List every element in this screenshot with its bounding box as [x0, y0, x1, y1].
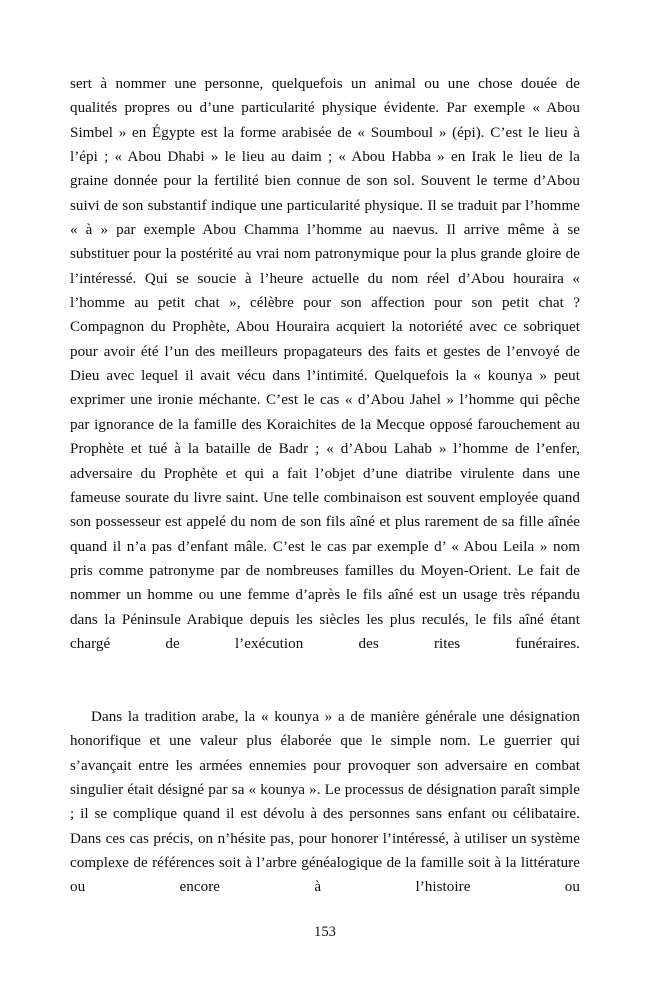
- body-paragraph: sert à nommer une personne, quelquefois un animal ou une chose douée de qualités propres ou d’une particularité physique évidente. Par exemple « Abou Simbel » en Égypte est la forme arabisée de « Soumboul » (épi). C’est le lieu à l’épi ; « Abou Dhabi » le lieu au daim ; « Abou Habba » en Irak le lieu de la graine donnée pour la fertilité bien connue de son sol. Souvent le terme d’Abou suivi de son substantif indique une particularité physique. Il se traduit par l’homme « à » par exemple Abou Chamma l’homme au naevus. Il arrive même à se substituer pour la postérité au vrai nom patronymique pour la plus grande gloire de l’intéressé. Qui se soucie à l’heure actuelle du nom réel d’Abou houraira « l’homme au petit chat », célèbre pour son affection pour son petit chat ? Compagnon du Prophète, Abou Houraira acquiert la notoriété avec ce sobriquet pour avoir été l’un des meilleurs propagateurs des faits et gestes de l’envoyé de Dieu avec lequel il avait vécu dans l’intimité. Quelquefois la « kounya » peut exprimer une ironie méchante. C’est le cas « d’Abou Jahel » l’homme qui pêche par ignorance de la famille des Koraichites de la Mecque opposé farouchement au Prophète et tué à la bataille de Badr ; « d’Abou Lahab » l’homme de l’enfer, adversaire du Prophète et qui a fait l’objet d’une diatribe virulente dans une fameuse sourate du livre saint. Une telle combinaison est souvent employée quand son possesseur est appelé du nom de son fils aîné et plus rarement de sa fille aînée quand il n’a pas d’enfant mâle. C’est le cas par exemple d’ « Abou Leila » nom pris comme patronyme par de nombreuses familles du Moyen-Orient. Le fait de nommer un homme ou une femme d’après le fils aîné est un usage très répandu dans la Péninsule Arabique depuis les siècles les plus reculés, le fils aîné étant chargé de l’exécution des rites funéraires.: [70, 76, 580, 652]
- page-text-column: [70, 72, 580, 924]
- page-number: 153: [314, 924, 336, 940]
- body-paragraph: Dans la tradition arabe, la « kounya » a de manière générale une désignation honorifique et une valeur plus élaborée que le simple nom. Le guerrier qui s’avançait entre les armées ennemies pour provoquer son adversaire en combat singulier était désigné par sa « kounya ». Le processus de désignation paraît simple ; il se complique quand il est dévolu à des personnes sans enfant ou célibataire. Dans ces cas précis, on n’hésite pas, pour honorer l’intéressé, à utiliser un système complexe de références soit à l’arbre généalogique de la famille soit à la littérature ou encore à l’histoire ou: [70, 708, 580, 896]
